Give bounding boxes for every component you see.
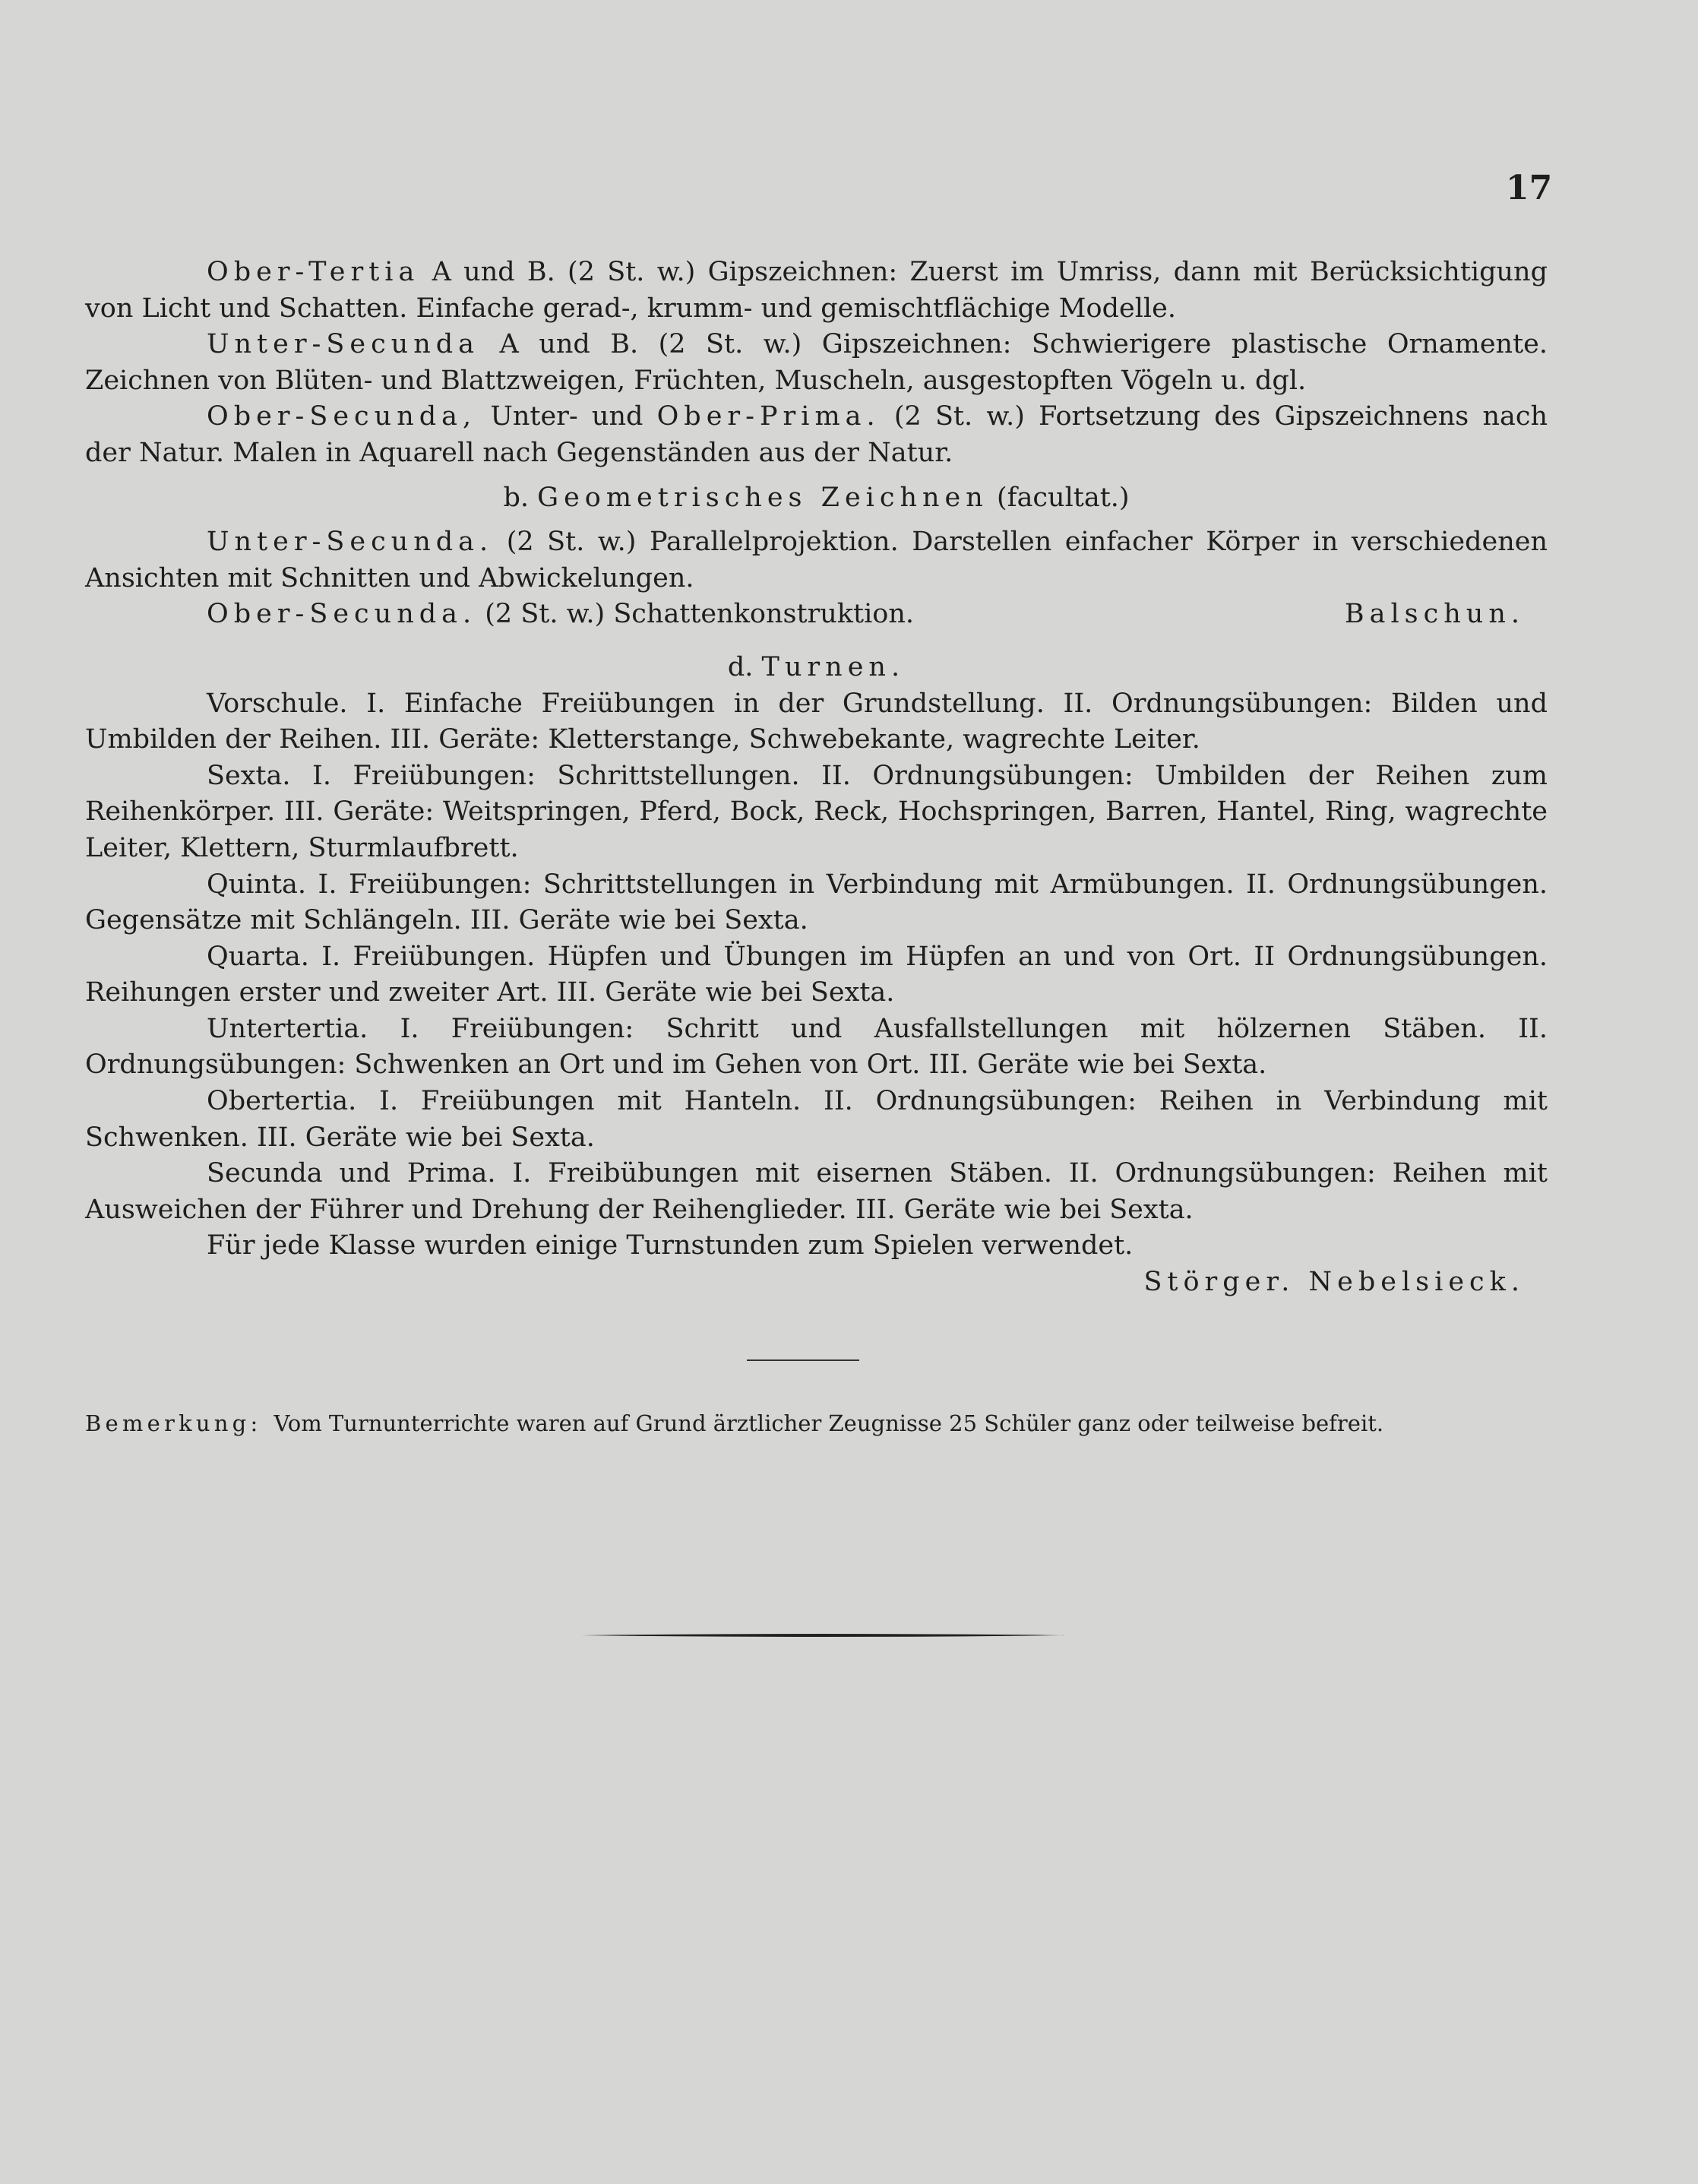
page-number: 17 — [1506, 169, 1553, 207]
class-label: Ober-Prima. — [656, 401, 881, 432]
turnen-secunda-prima: Secunda und Prima. I. Freibübungen mit eisernen Stäben. II. Ordnungsübungen: Reihen mit Ausweichen der Führer und Drehung der Reihenglieder. III. Geräte wie bei Sexta. — [85, 1158, 1548, 1225]
teacher-signature: Balschun. — [1344, 599, 1525, 630]
paragraph-geo-ober-secunda — [85, 597, 1548, 633]
end-rule-svg — [581, 1632, 1066, 1638]
paragraph-ober-tertia — [85, 255, 1548, 327]
paragraph-text: (2 St. w.) Schattenkonstruktion. — [476, 599, 915, 630]
turnen-quinta: Quinta. I. Freiübungen: Schrittstellungen in Verbindung mit Armübungen. II. Ordnungsübungen. Gegensätze mit Schlängeln. III. Geräte wie bei Sexta. — [85, 869, 1548, 936]
section-heading-turnen — [85, 650, 1548, 686]
paragraph-text: A und B. (2 St. w.) Gipszeichnen: Zuerst im Umriss, dann mit Berücksichtigung von Licht und Schatten. Einfache gerad-, krumm- und gemischtflächige Modelle. — [85, 257, 1548, 324]
turnen-sexta: Sexta. I. Freiübungen: Schrittstellungen. II. Ordnungsübungen: Umbilden der Reihen zum Reihenkörper. III. Geräte: Weitspringen, Pferd, Bock, Reck, Hochspringen, Barren, Hantel, Ring, wagrechte Leiter, Klettern, Sturmlaufbrett. — [85, 760, 1548, 863]
paragraph-unter-secunda — [85, 327, 1548, 399]
paragraph-text: A und B. (2 St. w.) Gipszeichnen: Schwierigere plastische Ornamente. Zeichnen von Blüten- und Blattzweigen, Früchten, Muscheln, ausgestopften Vögeln u. dgl. — [85, 329, 1548, 396]
paragraph-text: (2 St. w.) Fortsetzung des Gipszeichnens nach der Natur. Malen in Aquarell nach Gegenständen aus der Natur. — [85, 401, 1548, 468]
heading-prefix: b. — [503, 482, 538, 513]
heading-suffix: (facultat.) — [988, 482, 1130, 513]
class-label: Ober-Secunda, — [207, 401, 477, 432]
turnen-vorschule: Vorschule. I. Einfache Freiübungen in der Grundstellung. II. Ordnungsübungen: Bilden und Umbilden der Reihen. III. Geräte: Kletterstange, Schwebekante, wagrechte Leiter. — [85, 688, 1548, 755]
heading-prefix: d. — [727, 651, 762, 682]
end-ornament-rule — [581, 1632, 1066, 1638]
turnen-quarta: Quarta. I. Freiübungen. Hüpfen und Übungen im Hüpfen an und von Ort. II Ordnungsübungen. Reihungen erster und zweiter Art. III. Geräte wie bei Sexta. — [85, 941, 1548, 1008]
class-label: Unter-Secunda. — [207, 527, 494, 558]
turnen-untertertia: Untertertia. I. Freiübungen: Schritt und Ausfallstellungen mit hölzernen Stäben. II. Ordnungsübungen: Schwenken an Ort und im Gehen von Ort. III. Geräte wie bei Sexta. — [85, 1013, 1548, 1081]
section-heading-geometric — [85, 480, 1548, 517]
heading-title: Turnen. — [761, 651, 906, 682]
divider-rule — [747, 1359, 859, 1361]
remark — [85, 1408, 1548, 1439]
heading-title: Geometrisches Zeichnen — [537, 482, 988, 513]
remark-text: Vom Turnunterrichte waren auf Grund ärztlicher Zeugnisse 25 Schüler ganz oder teilweise befreit. — [274, 1410, 1384, 1436]
paragraph-text: (2 St. w.) Parallelprojektion. Darstellen einfacher Körper in verschiedenen Ansichten mit Schnitten und Abwickelungen. — [85, 527, 1548, 593]
remark-label: Bemerkung: — [85, 1410, 262, 1436]
paragraph-geo-unter-secunda — [85, 524, 1548, 597]
turnen-signature: Störger. Nebelsieck. — [1143, 1267, 1525, 1298]
class-label: Unter-Secunda — [207, 329, 480, 360]
paragraph-ober-secunda-prima — [85, 399, 1548, 471]
class-label: Ober-Tertia — [207, 257, 420, 287]
turnen-spielen: Für jede Klasse wurden einige Turnstunden zum Spielen verwendet. — [207, 1230, 1134, 1261]
class-label: Ober-Secunda. — [207, 599, 477, 630]
paragraph-text: Unter- und — [476, 401, 657, 432]
body-text — [85, 255, 1548, 1301]
turnen-obertertia: Obertertia. I. Freiübungen mit Hanteln. II. Ordnungsübungen: Reihen in Verbindung mit Schwenken. III. Geräte wie bei Sexta. — [85, 1086, 1548, 1153]
